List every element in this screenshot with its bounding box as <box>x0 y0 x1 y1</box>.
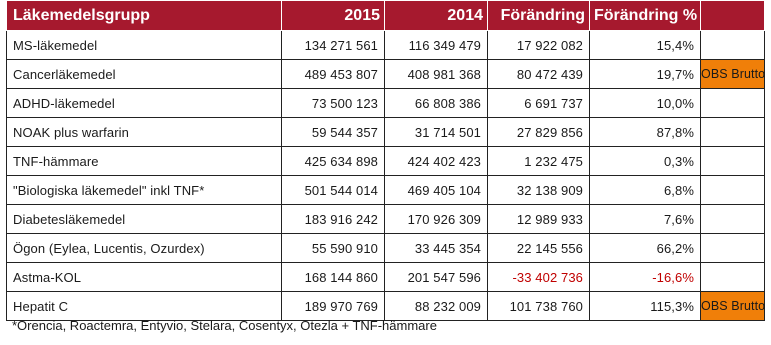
cell-note: OBS Brutto <box>701 292 765 321</box>
table-row <box>7 292 765 321</box>
cell-note <box>701 31 765 60</box>
table-row <box>7 147 765 176</box>
cell-group: Ögon (Eylea, Lucentis, Ozurdex) <box>7 234 282 263</box>
cell-change-pct: 6,8% <box>590 176 701 205</box>
cell-change: 32 138 909 <box>488 176 590 205</box>
cell-change-pct: 19,7% <box>590 60 701 89</box>
cell-group: Hepatit C <box>7 292 282 321</box>
data-table-container <box>6 0 765 321</box>
cell-change: 22 145 556 <box>488 234 590 263</box>
cell-group: Cancerläkemedel <box>7 60 282 89</box>
cell-2015: 55 590 910 <box>282 234 385 263</box>
header-group: Läkemedelsgrupp <box>7 1 282 31</box>
cell-change: 80 472 439 <box>488 60 590 89</box>
cell-group: NOAK plus warfarin <box>7 118 282 147</box>
cell-group: MS-läkemedel <box>7 31 282 60</box>
cell-2014: 116 349 479 <box>385 31 488 60</box>
cell-2014: 424 402 423 <box>385 147 488 176</box>
cell-2014: 31 714 501 <box>385 118 488 147</box>
cell-change-pct: -16,6% <box>590 263 701 292</box>
cell-change: 101 738 760 <box>488 292 590 321</box>
cell-change: 17 922 082 <box>488 31 590 60</box>
table-row <box>7 31 765 60</box>
medication-cost-table <box>6 0 765 321</box>
cell-2014: 408 981 368 <box>385 60 488 89</box>
cell-note <box>701 176 765 205</box>
cell-note <box>701 205 765 234</box>
cell-group: Astma-KOL <box>7 263 282 292</box>
table-row <box>7 176 765 205</box>
cell-change: 27 829 856 <box>488 118 590 147</box>
cell-2015: 73 500 123 <box>282 89 385 118</box>
cell-change-pct: 0,3% <box>590 147 701 176</box>
cell-change-pct: 66,2% <box>590 234 701 263</box>
cell-2015: 501 544 014 <box>282 176 385 205</box>
cell-group: ADHD-läkemedel <box>7 89 282 118</box>
table-header-row <box>7 1 765 31</box>
table-row <box>7 205 765 234</box>
cell-change-pct: 15,4% <box>590 31 701 60</box>
cell-group: Diabetesläkemedel <box>7 205 282 234</box>
cell-2015: 59 544 357 <box>282 118 385 147</box>
cell-note: OBS Brutto <box>701 60 765 89</box>
cell-2014: 88 232 009 <box>385 292 488 321</box>
table-row <box>7 60 765 89</box>
cell-2015: 425 634 898 <box>282 147 385 176</box>
cell-2015: 189 970 769 <box>282 292 385 321</box>
header-2015: 2015 <box>282 1 385 31</box>
cell-change: 1 232 475 <box>488 147 590 176</box>
cell-change-pct: 87,8% <box>590 118 701 147</box>
table-row <box>7 89 765 118</box>
header-note <box>701 1 765 31</box>
cell-group: "Biologiska läkemedel" inkl TNF* <box>7 176 282 205</box>
cell-change-pct: 115,3% <box>590 292 701 321</box>
cell-2014: 201 547 596 <box>385 263 488 292</box>
cell-note <box>701 89 765 118</box>
cell-2015: 489 453 807 <box>282 60 385 89</box>
cell-note <box>701 147 765 176</box>
header-change-pct: Förändring % <box>590 1 701 31</box>
table-body <box>7 31 765 321</box>
cell-group: TNF-hämmare <box>7 147 282 176</box>
cell-2015: 183 916 242 <box>282 205 385 234</box>
cell-note <box>701 263 765 292</box>
cell-change-pct: 10,0% <box>590 89 701 118</box>
cell-note <box>701 118 765 147</box>
cell-change: -33 402 736 <box>488 263 590 292</box>
cell-note <box>701 234 765 263</box>
cell-2015: 168 144 860 <box>282 263 385 292</box>
table-row <box>7 234 765 263</box>
header-2014: 2014 <box>385 1 488 31</box>
cell-change: 6 691 737 <box>488 89 590 118</box>
table-row <box>7 118 765 147</box>
cell-2014: 66 808 386 <box>385 89 488 118</box>
cell-2014: 170 926 309 <box>385 205 488 234</box>
cell-2014: 33 445 354 <box>385 234 488 263</box>
cell-2014: 469 405 104 <box>385 176 488 205</box>
header-change: Förändring <box>488 1 590 31</box>
footnote: *Orencia, Roactemra, Entyvio, Stelara, Cosentyx, Otezla + TNF-hämmare <box>12 318 437 333</box>
cell-change: 12 989 933 <box>488 205 590 234</box>
cell-2015: 134 271 561 <box>282 31 385 60</box>
cell-change-pct: 7,6% <box>590 205 701 234</box>
table-row <box>7 263 765 292</box>
